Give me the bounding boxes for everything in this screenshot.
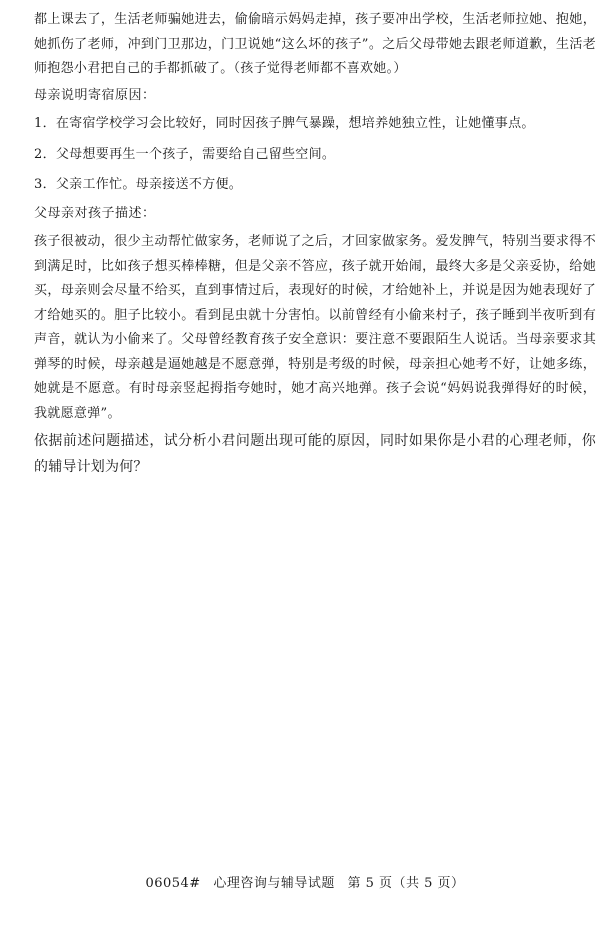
reason-item-3: 3．父亲工作忙。母亲接送不方便。 [34, 177, 243, 192]
page-content [34, 8, 596, 480]
page-number: 第 5 页（共 5 页） [347, 876, 465, 891]
intro-paragraph: 都上课去了，生活老师骗她进去，偷偷暗示妈妈走掉，孩子要冲出学校，生活老师拉她、抱她，她抓伤了老师，冲到门卫那边，门卫说她“这么坏的孩子”。之后父母带她去跟老师道歉，生活老师抱怨小君把自己的手都抓破了。（孩子觉得老师都不喜欢她。） [34, 12, 596, 76]
exam-code: 06054# [145, 876, 201, 891]
subject-title: 心理咨询与辅导试题 [213, 876, 335, 891]
reason-item-2: 2．父母想要再生一个孩子，需要给自己留些空间。 [34, 146, 336, 162]
page-footer [0, 872, 610, 891]
reason-item-1: 1．在寄宿学校学习会比较好，同时因孩子脾气暴躁，想培养她独立性，让她懂事点。 [34, 116, 535, 131]
reasons-list [34, 112, 596, 198]
description-paragraph: 孩子很被动，很少主动帮忙做家务，老师说了之后，才回家做家务。爱发脾气，特别当要求得不到满足时，比如孩子想买棒棒糖，但是父亲不答应，孩子就开始闹，最终大多是父亲妥协，给她买，母亲则会尽量不给买，直到事情过后，表现好的时候，才给她补上，并说是因为她表现好了才给她买的。胆子比较小。看到昆虫就十分害怕。以前曾经有小偷来村子，孩子睡到半夜听到有声音，就认为小偷来了。父母曾经教育孩子安全意识：要注意不要跟陌生人说话。当母亲要求其弹琴的时候，母亲越是逼她越是不愿意弹，特别是考级的时候，母亲担心她考不好，让她多练，她就是不愿意。有时母亲竖起拇指夸她时，她才高兴地弹。孩子会说“妈妈说我弹得好的时候，我就愿意弹”。 [34, 234, 596, 421]
exam-question: 依据前述问题描述，试分析小君问题出现可能的原因，同时如果你是小君的心理老师，你的辅导计划为何？ [34, 433, 596, 475]
description-heading: 父母亲对孩子描述： [34, 205, 156, 221]
reasons-heading: 母亲说明寄宿原因： [34, 87, 156, 103]
